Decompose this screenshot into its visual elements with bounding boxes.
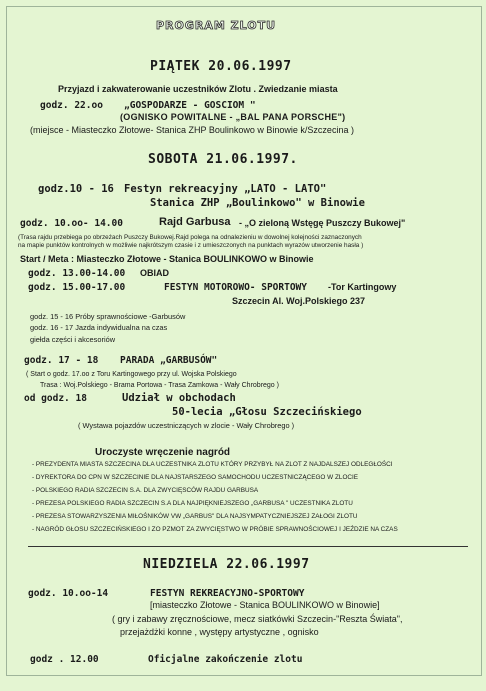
anniversary-title-1: Udział w obchodach xyxy=(122,392,236,404)
award-item: - NAGRÓD GŁOSU SZCZECIŃSKIEGO I ZO PZMOT ZA ZWYCIĘSTWO W PRÓBIE SPRAWNOŚCIOWEJ I JEŹDZIE NA CZAS xyxy=(32,526,398,533)
rally-subtitle: - „O zieloną Wstęgę Puszczy Bukowej" xyxy=(239,218,406,228)
award-item: - DYREKTORA DO CPN W SZCZECINIE DLA NAJSTARSZEGO SAMOCHODU UCZESTNICZĄCEGO W ZLOCIE xyxy=(32,474,359,481)
sunday-fest-title: FESTYN REKREACYJNO-SPORTOWY xyxy=(150,588,305,599)
award-item: - PREZESA POLSKIEGO RADIA SZCZECIN S.A DLA NAJPIĘKNIEJSZEGO „GARBUSA " UCZESTNIKA ZLOTU xyxy=(32,500,353,507)
friday-event: „GOSPODARZE - GOSCIOM " xyxy=(124,100,256,111)
awards-title: Uroczyste wręczenie nagród xyxy=(95,447,231,458)
moto-time: godz. 15.00-17.00 xyxy=(28,282,126,293)
friday-time: godz. 22.oo xyxy=(40,100,103,111)
fest-time: godz.10 - 16 xyxy=(38,183,114,195)
fest-place: Stanica ZHP „Boulinkowo" w Binowie xyxy=(150,197,365,209)
lunch: OBIAD xyxy=(140,268,169,278)
rally-title: Rajd Garbusa xyxy=(159,216,231,228)
saturday-date: SOBOTA 21.06.1997. xyxy=(148,152,298,167)
parade-title: PARADA „GARBUSÓW" xyxy=(120,355,218,366)
moto-sub-3: giełda części i akcesoriów xyxy=(30,335,116,344)
lunch-time: godz. 13.00-14.00 xyxy=(28,268,126,279)
start-meta: Start / Meta : Miasteczko Złotowe - Stanica BOULINKOWO w Binowie xyxy=(20,254,314,264)
moto-title: FESTYN MOTOROWO- SPORTOWY xyxy=(164,282,307,293)
friday-date: PIĄTEK 20.06.1997 xyxy=(150,59,292,74)
closing-time: godz . 12.00 xyxy=(30,654,99,665)
awards-divider xyxy=(28,546,468,547)
rally-time: godz. 10.oo- 14.00 xyxy=(20,218,123,229)
award-item: - PREZYDENTA MIASTA SZCZECINA DLA UCZESTNIKA ZLOTU KTÓRY PRZYBYŁ NA ZLOT Z NAJDALSZEJ ODLEGŁOŚCI xyxy=(32,461,393,468)
friday-arrival: Przyjazd i zakwaterowanie uczestników Zlotu . Zwiedzanie miasta xyxy=(58,84,338,94)
anniversary-title-2: 50-lecia „Głosu Szczecińskiego xyxy=(172,406,362,418)
sunday-date: NIEDZIELA 22.06.1997 xyxy=(143,557,310,572)
sunday-fest-note-1: ( gry i zabawy zręcznościowe, mecz siatkówki Szczecin-"Reszta Świata", xyxy=(112,614,403,624)
program-title: PROGRAM ZLOTU xyxy=(156,19,277,32)
rally-note-1: (Trasa rajdu przebiega po obrzeżach Puszczy Bukowej.Rajd polega na odnalezieniu w dowolnej kolejności zaznaczonych xyxy=(18,234,362,241)
sunday-fest-place: [miasteczko Złotowe - Stanica BOULINKOWO w Binowie] xyxy=(150,600,380,610)
parade-note-1: ( Start o godz. 17.oo z Toru Kartingowego przy ul. Wojska Polskiego xyxy=(26,371,237,378)
friday-event-bonfire: (OGNISKO POWITALNE - „BAL PANA PORSCHE") xyxy=(120,112,346,122)
friday-location: (miejsce - Miasteczko Złotowe- Stanica ZHP Boulinkowo w Binowie k/Szczecina ) xyxy=(30,125,354,135)
anniversary-note: ( Wystawa pojazdów uczestniczących w zlocie - Wały Chrobrego ) xyxy=(78,421,295,430)
award-item: - POLSKIEGO RADIA SZCZECIN S.A. DLA ZWYCIĘSCÓW RAJDU GARBUSA xyxy=(32,487,259,494)
anniversary-time: od godz. 18 xyxy=(24,393,87,404)
moto-sub-2: godz. 16 - 17 Jazda indywidualna na czas xyxy=(30,323,168,332)
parade-time: godz. 17 - 18 xyxy=(24,355,99,366)
award-item: - PREZESA STOWARZYSZENIA MIŁOŚNIKÓW VW „GARBUS" DLA NAJSYMPATYCZNIEJSZEJ ZAŁOGI ZLOTU xyxy=(32,513,358,520)
rally-note-2: na mapie punktów kontrolnych w możliwie najkrótszym czasie i z umieszczonych na punktach wyrazów utworzenie hasła ) xyxy=(18,242,364,249)
closing-title: Oficjalne zakończenie zlotu xyxy=(148,654,303,665)
sunday-fest-time: godz. 10.oo-14 xyxy=(28,588,109,599)
sunday-fest-note-2: przejażdżki konne , występy artystyczne , ognisko xyxy=(120,627,319,637)
fest-title: Festyn rekreacyjny „LATO - LATO" xyxy=(124,183,327,195)
moto-sub-1: godz. 15 - 16 Próby sprawnościowe -Garbusów xyxy=(30,312,186,321)
parade-note-2: Trasa : Woj.Polskiego - Brama Portowa - Trasa Zamkowa - Wały Chrobrego ) xyxy=(40,382,279,389)
moto-place-2: Szczecin Al. Woj.Polskiego 237 xyxy=(232,296,366,306)
moto-place-1: -Tor Kartingowy xyxy=(328,282,397,292)
